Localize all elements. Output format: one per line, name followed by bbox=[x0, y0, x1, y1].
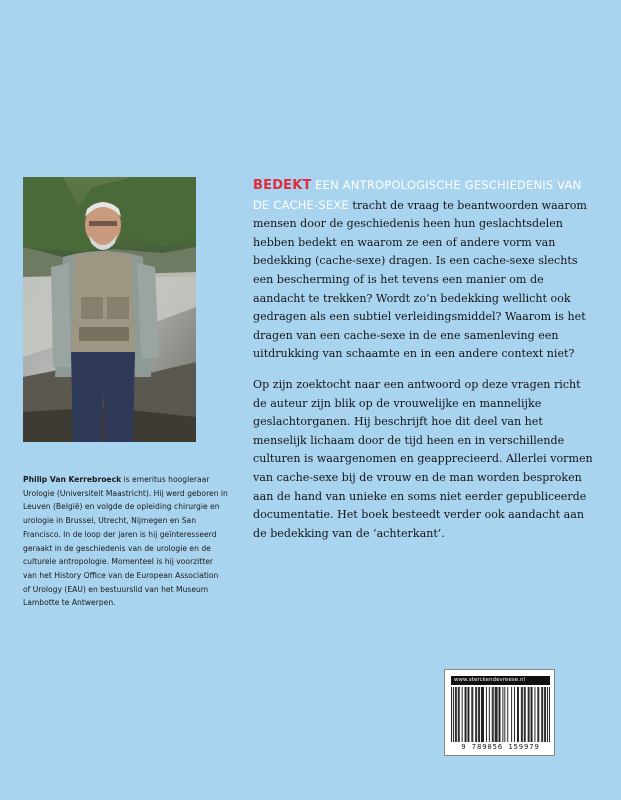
barcode-bar bbox=[458, 687, 459, 742]
barcode-bar bbox=[486, 687, 487, 742]
barcode-bar bbox=[511, 687, 512, 742]
barcode-bar bbox=[521, 687, 522, 742]
barcode-bar bbox=[549, 687, 550, 742]
barcode-bar bbox=[497, 687, 498, 742]
blurb-p1-text: tracht de vraag te beantwoorden waarom mensen door de geschiedenis heen hun geslachtsdelen hebben bedekt en waarom ze een of andere vorm van bedekking (cache-sexe) dragen. Is een cache-sexe slechts een bescherming of is het tevens een manier om de aandacht te trekken? Wordt zo’n bedekking wellicht ook gedragen als een subtiel verleidingsmiddel? Waarom is het dragen van een cache-sexe in de ene samenleving een uitdrukking van schaamte en in een andere context niet? bbox=[253, 198, 587, 361]
barcode-bar bbox=[478, 687, 479, 742]
barcode-bar bbox=[493, 687, 494, 742]
barcode-bar bbox=[504, 687, 505, 742]
barcode-bar bbox=[481, 687, 482, 742]
barcode-bar bbox=[496, 687, 497, 742]
barcode-bar bbox=[483, 687, 484, 742]
barcode-bar bbox=[466, 687, 467, 742]
barcode-bar bbox=[489, 687, 490, 742]
barcode-bar bbox=[451, 687, 452, 742]
isbn-digits: 9 789056 159979 bbox=[461, 742, 540, 751]
author-bio bbox=[23, 473, 228, 610]
blurb-paragraph-1 bbox=[253, 176, 593, 364]
blurb bbox=[253, 176, 593, 543]
author-photo bbox=[23, 177, 196, 442]
barcode-bar bbox=[514, 687, 515, 742]
barcode-bar bbox=[507, 687, 508, 742]
barcode-bar bbox=[468, 687, 469, 742]
barcode-bar bbox=[471, 687, 472, 742]
barcode-bar bbox=[528, 687, 529, 742]
blurb-paragraph-2: Op zijn zoektocht naar een antwoord op deze vragen richt de auteur zijn blik op de vrouwelijke en mannelijke geslachtorganen. Hij beschrijft hoe dit deel van het menselijk lichaam door de tijd heen en in verschillende culturen is waargenomen en geapprecieerd. Allerlei vormen van cache-sexe bij de vrouw en de man worden besproken aan de hand van unieke en soms niet eerder gepubliceerde documentatie. Het boek besteedt verder ook aandacht aan de bedekking van de ‘achterkant’. bbox=[253, 377, 593, 540]
barcode-bar bbox=[476, 687, 477, 742]
barcode-bar bbox=[538, 687, 539, 742]
barcode-bar bbox=[472, 687, 473, 742]
barcode-bar bbox=[500, 687, 501, 742]
publisher-url: www.sterckendevreese.nl bbox=[451, 676, 550, 685]
author-bio-text: is emeritus hoogleraar Urologie (Universiteit Maastricht). Hij werd geboren in Leuven (België) en volgde de opleiding chirurgie en urologie in Brussel, Utrecht, Nijmegen en San Francisco. In de loop der jaren is hij geïnteresseerd geraakt in de geschiedenis van de urologie en de culturele antropologie. Momenteel is hij voorzitter van het History Office van de European Association of Urology (EAU) en bestuurslid van het Museum Lambotte te Antwerpen. bbox=[23, 475, 228, 608]
barcode-bar bbox=[518, 687, 519, 742]
barcode-bar bbox=[532, 687, 533, 742]
barcode-bar bbox=[456, 687, 457, 742]
barcode-bar bbox=[517, 687, 518, 742]
barcode-bar bbox=[537, 687, 538, 742]
barcode-bar bbox=[531, 687, 532, 742]
author-photo-image bbox=[23, 177, 196, 442]
barcode-bar bbox=[479, 687, 480, 742]
barcode-bar bbox=[525, 687, 526, 742]
book-title: BEDEKT bbox=[253, 178, 312, 193]
barcode-bar bbox=[522, 687, 523, 742]
barcode-bar bbox=[475, 687, 476, 742]
barcode-bar bbox=[465, 687, 466, 742]
barcode-bar bbox=[502, 687, 503, 742]
barcode-bar bbox=[492, 687, 493, 742]
barcode-bar bbox=[462, 687, 463, 742]
barcode-bar bbox=[534, 687, 535, 742]
author-name: Philip Van Kerrebroeck bbox=[23, 475, 122, 484]
barcode-bar bbox=[453, 687, 454, 742]
barcode-bar bbox=[545, 687, 546, 742]
barcode-bar bbox=[529, 687, 530, 742]
book-subtitle: EEN ANTROPOLOGISCHE GESCHIEDENIS VAN DE CACHE-SEXE bbox=[253, 178, 582, 212]
barcode-bars bbox=[451, 687, 550, 742]
barcode-bar bbox=[482, 687, 483, 742]
barcode-bar bbox=[524, 687, 525, 742]
barcode-bar bbox=[495, 687, 496, 742]
barcode-bar bbox=[459, 687, 460, 742]
barcode-bar bbox=[455, 687, 456, 742]
barcode-bar bbox=[468, 687, 469, 742]
barcode-bar bbox=[499, 687, 500, 742]
barcode-bar bbox=[544, 687, 545, 742]
barcode-bar bbox=[547, 687, 548, 742]
isbn-barcode bbox=[444, 669, 555, 756]
barcode-bar bbox=[542, 687, 543, 742]
barcode-bar bbox=[541, 687, 542, 742]
